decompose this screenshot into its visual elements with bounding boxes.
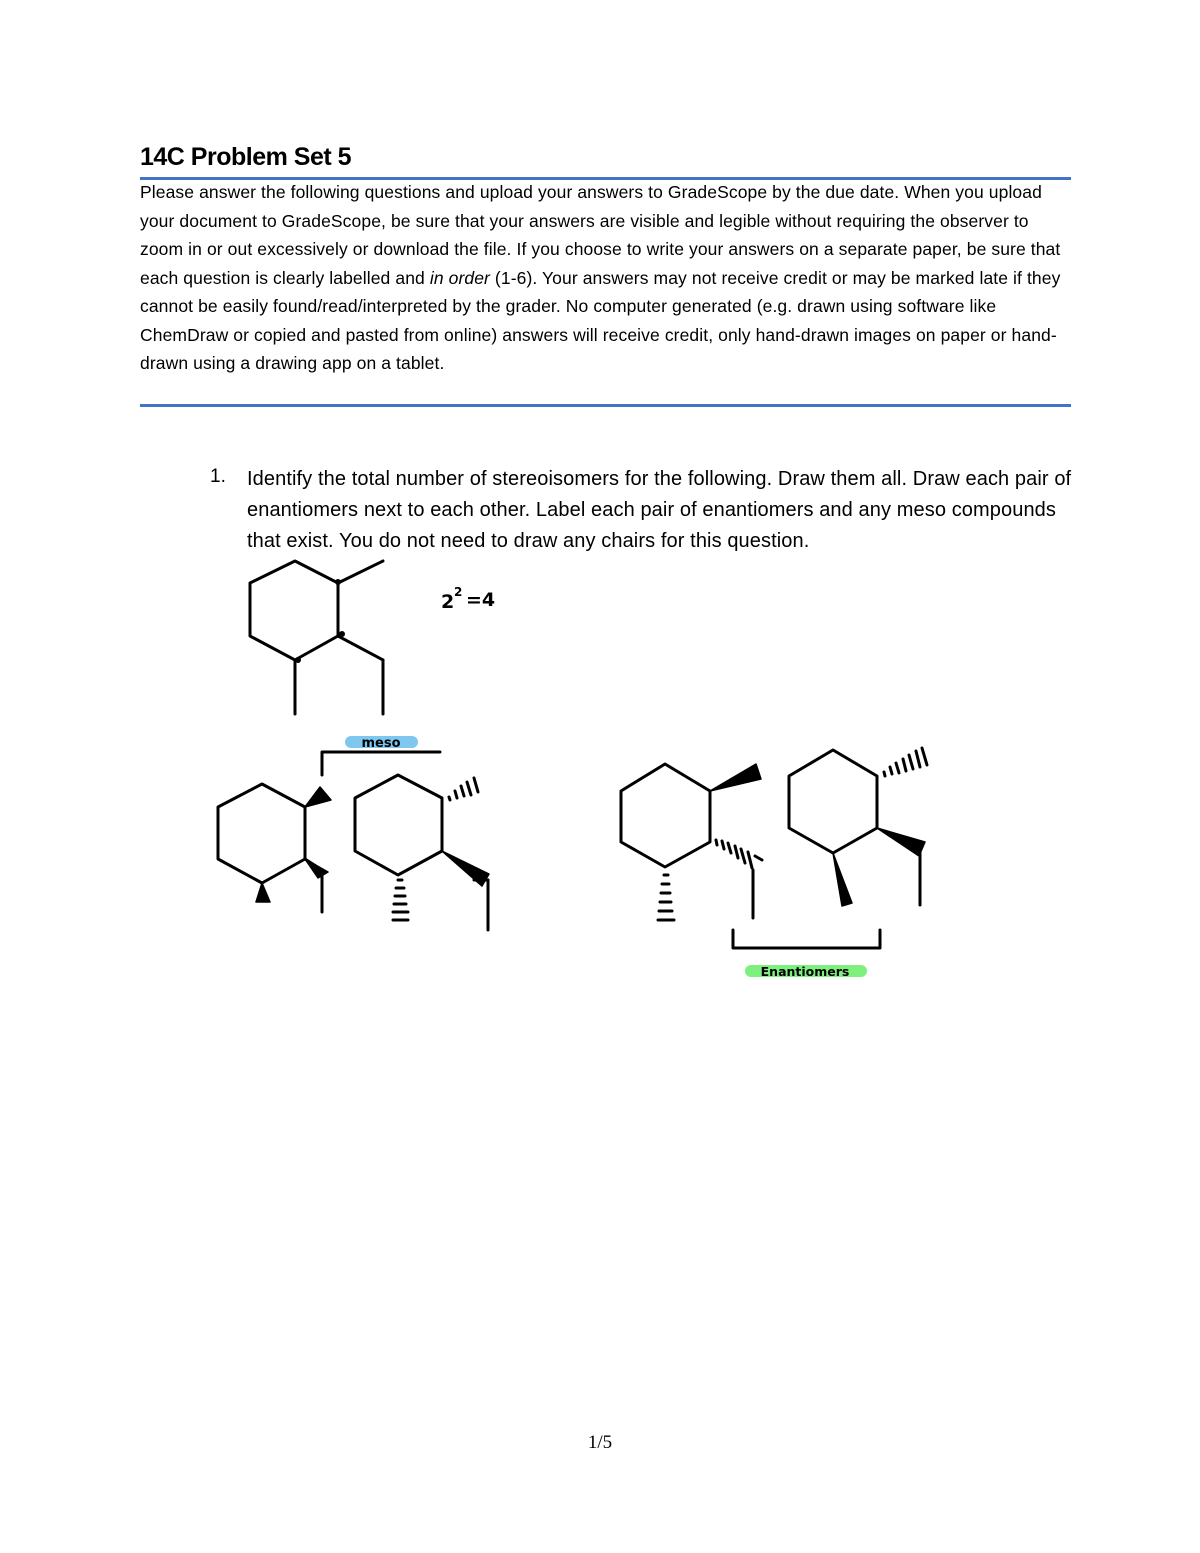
stereocenter-dot <box>335 579 341 585</box>
meso-molecule-a <box>218 784 322 912</box>
page-title: 14C Problem Set 5 <box>140 143 352 171</box>
enantiomers-bracket <box>733 930 880 948</box>
wedge-bond <box>256 883 270 902</box>
wedge-bond <box>877 828 925 856</box>
parent-molecule <box>250 561 383 714</box>
enantiomers-label: Enantiomers <box>760 964 850 979</box>
question-text: Identify the total number of stereoisomers for the following. Draw them all. Draw each pair of enantiomers next to each other. Label each pair of enantiomers and any meso compounds that exist. You do not need to draw any chairs for this question. <box>247 468 1072 552</box>
instructions-text-end: (1-6). Your answers may not receive credit or may be marked late if they cannot be easily found/read/interpreted by the grader. No computer generated (e.g. drawn using software like ChemDraw or copied and pasted from online) answers will receive credit, only hand-drawn images on paper or hand-drawn using a drawing app on a tablet. <box>140 267 1061 373</box>
stereoisomer-count-base: 2 <box>441 591 455 613</box>
instructions-text: Please answer the following questions and upload your answers to GradeScope by the due date. When you upload your document to GradeScope, be sure that your answers are visible and legible without requiring the observer to zoom in or out excessively or download the file. If you choose to write your answers on a separate paper, be sure that each question is clearly labelled and <box>140 182 1061 288</box>
instructions-italic: in order <box>429 267 490 288</box>
wedge-bond <box>710 764 761 791</box>
stereoisomer-count-result: =4 <box>466 589 496 611</box>
meso-label: meso <box>361 736 401 751</box>
meso-bracket <box>322 752 440 775</box>
meso-molecule-b <box>355 775 488 930</box>
wedge-bond <box>305 859 328 878</box>
stereoisomer-count-exponent: 2 <box>454 585 463 599</box>
wedge-bond <box>442 851 489 886</box>
page-number: 1/5 <box>587 1432 613 1453</box>
enantiomer-molecule-c <box>621 764 753 918</box>
question-number: 1. <box>210 466 226 487</box>
stereocenter-dot <box>339 631 345 637</box>
wedge-bond <box>305 787 331 807</box>
wedge-bond <box>833 853 852 906</box>
stereocenter-dot <box>295 657 301 663</box>
